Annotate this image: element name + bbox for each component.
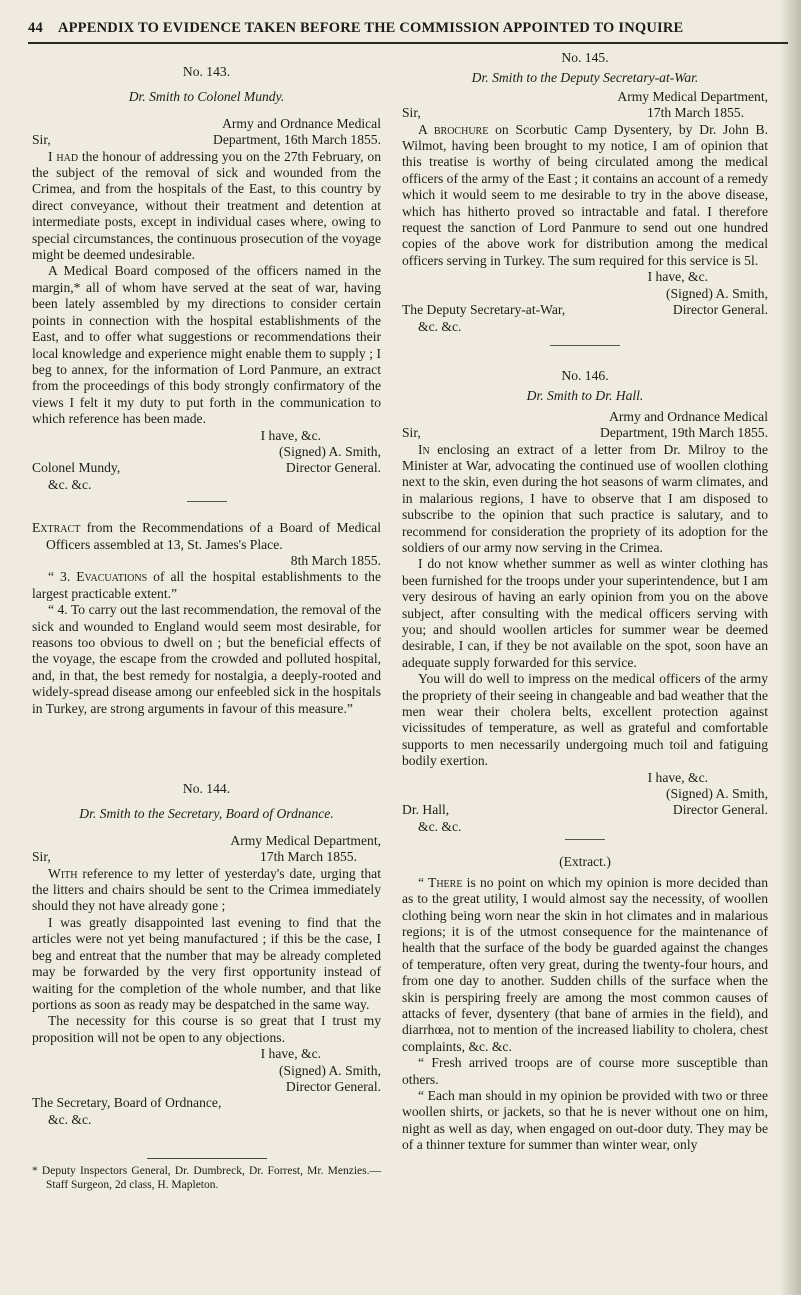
letter-144-close-3: Director General. <box>285 1078 381 1094</box>
letter-146-paragraph-1: In enclosing an extract of a letter from Dr. Milroy to the Minister at War, advocating the continued use of woollen clothing next to the skin, even during the hot seasons of warm climates, and in malarious regions, I have to observe that I am disposed to subscribe to the opinion that such practice is salutary, and to recommend for consideration the propriety of its adoption for the soldiers of our army now serving in the Crimea. <box>402 441 768 555</box>
letter-144-paragraph-3: The necessity for this course is so great that I trust my proposition will not be open to any objections. <box>32 1013 381 1045</box>
letter-143-dept-line2: Department, 16th March 1855. <box>213 132 381 148</box>
page-number: 44 <box>28 20 43 36</box>
letter-145-close-3: Director General. <box>672 302 768 318</box>
letter-143-close-2: (Signed) A. Smith, <box>279 443 381 459</box>
running-title: APPENDIX TO EVIDENCE TAKEN BEFORE THE COMMISSION APPOINTED TO INQUIRE <box>57 20 684 36</box>
letter-143-title: Dr. Smith to Colonel Mundy. <box>128 89 285 105</box>
letter-144-date: 17th March 1855. <box>259 849 357 865</box>
letter-146-title: Dr. Smith to Dr. Hall. <box>526 388 644 404</box>
divider <box>565 839 605 840</box>
extract-2-paragraph-3: “ Each man should in my opinion be provided with two or three woollen shirts, or jackets, so that he is never without one on him, night as well as day, when engaged on out-door duty. They may be of a thinner texture for summer than winter wear, only <box>402 1087 768 1153</box>
letter-143-paragraph-2: A Medical Board composed of the officers named in the margin,* all of whom have served at the seat of war, having been lately assembled by my directions to consider certain points in connection with the hospital establishments of the East, and to offer what suggestions or recommendations their local knowledge and experience might enable them to supply ; I beg to annex, for the information of Lord Panmure, an extract from the proceedings of this body strongly confirmatory of the views I felt it my duty to put forth in the communication to which reference has been made. <box>32 263 381 427</box>
letter-144-addressee: The Secretary, Board of Ordnance, <box>32 1095 222 1111</box>
letter-144-close-1: I have, &c. <box>260 1046 321 1062</box>
letter-144-paragraph-2: I was greatly disappointed last evening to find that the articles were not yet being manufactured ; if this be the case, I beg and entreat that the number that may be already completed may be forwarded by the very first opportunity instead of waiting for the completion of the whole number, and that like portions as soon as ready may be despatched in the same way. <box>32 914 381 1012</box>
page-edge-shadow <box>779 0 801 1295</box>
running-header <box>28 20 788 44</box>
extract-2-paragraph-2: “ Fresh arrived troops are of course more susceptible than others. <box>402 1055 768 1087</box>
letter-144-title: Dr. Smith to the Secretary, Board of Ordnance. <box>79 806 334 822</box>
letter-146-dept-line2: Department, 19th March 1855. <box>600 425 768 441</box>
letter-145-close-1: I have, &c. <box>647 269 708 285</box>
letter-146-close-1: I have, &c. <box>647 769 708 785</box>
letter-143-addressee-etc: &c. &c. <box>48 476 92 492</box>
extract-item-4: “ 4. To carry out the last recommendation, the removal of the sick and wounded to England would seem most desirable, for reasons too obvious to dwell on ; but the beneficial effects of the voyage, the escape from the crowded and polluted hospital, and, in that, the best remedy for nostalgia, a deeply-rooted and widely-spread disease among our enfeebled sick in the hospitals in Turkey, are strong arguments in favour of this measure.” <box>32 602 381 716</box>
letter-145-number: No. 145. <box>561 50 609 65</box>
letter-145-paragraph-1: A brochure on Scorbutic Camp Dysentery, by Dr. John B. Wilmot, having been brought to my notice, I am of opinion that this treatise is worthy of being circulated among the medical officers of the army of the East ; it contains an account of a remedy which it would seem to me desirable to try in the above disease, which has hitherto proved so intractable and fatal. I therefore request the sanction of Lord Panmure to send out one hundred copies of the above work for distribution among the medical officers serving in Turkey. The sum required for this service is 5l. <box>402 121 769 268</box>
letter-143-salutation: Sir, <box>32 132 51 148</box>
letter-145-addressee-etc: &c. &c. <box>418 318 462 334</box>
letter-146-dept-line1: Army and Ordnance Medical <box>609 408 768 424</box>
extract-date: 8th March 1855. <box>290 552 381 568</box>
footnote-rule <box>147 1158 267 1159</box>
letter-143-number: No. 143. <box>182 64 231 79</box>
footnote: * Deputy Inspectors General, Dr. Dumbreck, Dr. Forrest, Mr. Menzies.—Staff Surgeon, 2d class, H. Mapleton. <box>32 1165 381 1191</box>
letter-146-addressee: Dr. Hall, <box>402 802 450 818</box>
letter-146-number: No. 146. <box>561 367 609 383</box>
letter-143-close-3: Director General. <box>285 460 381 476</box>
letter-146-close-2: (Signed) A. Smith, <box>666 786 768 802</box>
letter-143-addressee: Colonel Mundy, <box>32 460 121 476</box>
letter-144-paragraph-1: With reference to my letter of yesterday's date, urging that the litters and chairs should be sent to the Crimea immediately should they not have already gone ; <box>32 865 381 914</box>
letter-143-close-1: I have, &c. <box>260 427 321 443</box>
letter-144-close-2: (Signed) A. Smith, <box>279 1062 381 1078</box>
extract-item-3: “ 3. Evacuations of all the hospital establishments to the largest practicable extent.” <box>32 569 381 601</box>
letter-144-dept: Army Medical Department, <box>230 832 381 848</box>
letter-145-addressee: The Deputy Secretary-at-War, <box>402 302 566 318</box>
letter-145-salutation: Sir, <box>402 105 421 121</box>
left-column <box>32 50 381 1192</box>
divider <box>187 501 227 502</box>
extract-2-paragraph-1: “ There is no point on which my opinion is more decided than as to the great utility, I would almost say the necessity, of woollen clothing being worn near the skin in hot climates and in malarious regions; it is of the utmost consequence for the maintenance of health that the surface of the body be guarded against the changes of temperature, often very great, during the twenty-four hours, and from one day to another. Sudden chills of the surface when the skin is perspiring freely are among the most common causes of attacks of fever, dysentery (that bane of armies in the field), and diarrhœa, not to mention of the increased liability to cholera, chest complaints, &c. &c. <box>402 874 768 1054</box>
letter-143-dept-line1: Army and Ordnance Medical <box>222 115 381 131</box>
letter-146-addressee-etc: &c. &c. <box>418 818 462 834</box>
extract-2-heading: (Extract.) <box>559 854 611 870</box>
letter-145-dept: Army Medical Department, <box>617 88 768 104</box>
letter-146-salutation: Sir, <box>402 425 421 441</box>
letter-145-date: 17th March 1855. <box>646 105 744 121</box>
letter-144-addressee-etc: &c. &c. <box>48 1111 92 1127</box>
letter-144-salutation: Sir, <box>32 849 51 865</box>
right-column <box>402 50 768 1154</box>
letter-146-close-3: Director General. <box>672 802 768 818</box>
letter-145-close-2: (Signed) A. Smith, <box>666 285 768 301</box>
letter-143-paragraph-1: I had the honour of addressing you on the 27th February, on the subject of the removal of sick and wounded from the Crimea, and from the hospitals of the East, to this country by direct conveyance, without their treatment and detention at intermediate posts, except in individual cases where, owing to special circumstances, the continuous prosecution of the voyage might be deemed undesirable. <box>32 148 381 263</box>
letter-146-paragraph-3: You will do well to impress on the medical officers of the army the propriety of their seeing in changeable and bad weather that the men wear their cholera belts, excellent protection against vicissitudes of temperature, as well as grateful and comfortable supports to men necessarily undergoing much toil and fatiguing bodily exertion. <box>402 671 768 769</box>
divider <box>550 345 620 346</box>
letter-146-paragraph-2: I do not know whether summer as well as winter clothing has been furnished for the troops under your superintendence, but I am very desirous of having an early opinion from you on the above subject, after consulting with the medical officers serving with you; and should woollen articles for summer wear be deemed desirable, I can, if they be not available on the spot, soon have an adequate supply forwarded for this service. <box>402 556 768 670</box>
letter-144-number: No. 144. <box>182 781 231 797</box>
extract-heading: Extract from the Recommendations of a Board of Medical Officers assembled at 13, St. James's Place. <box>32 520 381 552</box>
letter-145-title: Dr. Smith to the Deputy Secretary-at-War. <box>471 70 699 86</box>
